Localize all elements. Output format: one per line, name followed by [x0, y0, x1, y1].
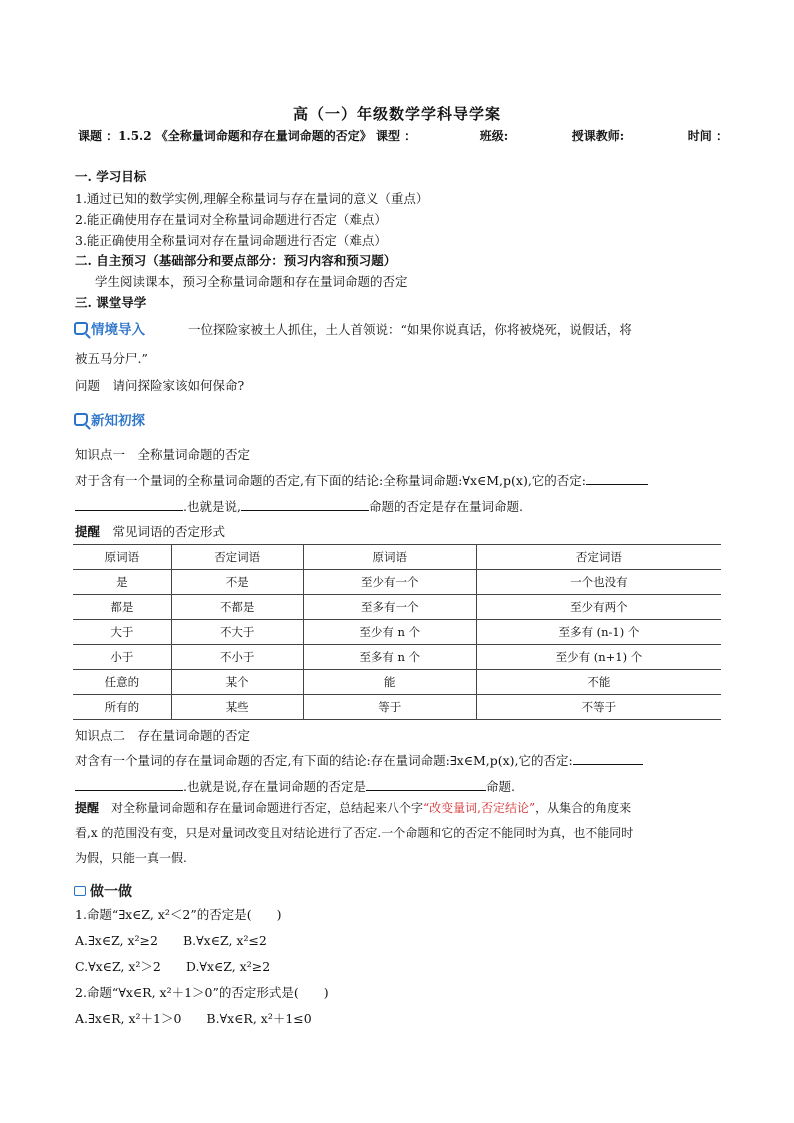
table-row	[73, 695, 721, 720]
meta-class: 班级:	[479, 129, 509, 143]
practice-badge: 做一做	[74, 881, 132, 901]
table-header-cell: 原词语	[303, 545, 476, 570]
table-cell: 不能	[476, 670, 721, 695]
table-cell: 不小于	[171, 645, 303, 670]
tip2: 提醒 对全称量词命题和存在量词命题进行否定，总结起来八个字“改变量词,否定结论”，从集合的角度来 看,x 的范围没有变，只是对量词改变且对结论进行了否定.一个命题和它的否定不能同时为真，也不能同时 为假，只能一真一假.	[75, 801, 634, 865]
table-row	[73, 620, 721, 645]
lesson-meta	[78, 127, 728, 144]
table-cell: 不大于	[171, 620, 303, 645]
table-cell: 能	[303, 670, 476, 695]
table-cell: 至多有 n 个	[303, 645, 476, 670]
table-row	[73, 670, 721, 695]
table-header-cell: 否定词语	[476, 545, 721, 570]
table-cell: 任意的	[73, 670, 171, 695]
table-row	[73, 570, 721, 595]
kp2-title: 知识点二 存在量词命题的否定	[75, 728, 251, 743]
table-cell: 不等于	[476, 695, 721, 720]
table-cell: 是	[73, 570, 171, 595]
objective-3: 3.能正确使用全称量词对存在量词命题进行否定（难点）	[75, 233, 387, 248]
table-cell: 一个也没有	[476, 570, 721, 595]
meta-topic: 课题 ：1.5.2 《全称量词命题和存在量词命题的否定》 课型 ：	[78, 129, 417, 143]
practice-q1-options-ab: A.∃x∈Z, x²≥2 B.∀x∈Z, x²≤2	[75, 933, 267, 948]
practice-q1-options-cd: C.∀x∈Z, x²＞2 D.∀x∈Z, x²≥2	[75, 959, 271, 974]
practice-q1: 1.命题“∃x∈Z, x²＜2”的否定是( )	[75, 907, 282, 922]
table-row	[73, 645, 721, 670]
table-cell: 至少有 (n+1) 个	[476, 645, 721, 670]
table-cell: 所有的	[73, 695, 171, 720]
preview-text: 学生阅读课本，预习全称量词命题和存在量词命题的否定	[95, 274, 408, 289]
table-cell: 小于	[73, 645, 171, 670]
table-cell: 不是	[171, 570, 303, 595]
objective-1: 1.通过已知的数学实例,理解全称量词与存在量词的意义（重点）	[75, 191, 429, 206]
kp2-line2: .也就是说,存在量词命题的否定是 命题.	[75, 777, 722, 795]
section-objectives-heading: 一. 学习目标	[75, 169, 147, 184]
page-title: 高（一）年级数学学科导学案	[292, 105, 501, 123]
scenario-badge: 情境导入	[74, 318, 145, 338]
negation-table	[73, 544, 721, 720]
book-icon	[74, 322, 88, 335]
table-cell: 至少有 n 个	[303, 620, 476, 645]
table-cell: 大于	[73, 620, 171, 645]
scenario-question: 问题 请问探险家该如何保命?	[75, 378, 245, 393]
explore-badge: 新知初探	[74, 409, 145, 429]
section-preview-heading: 二. 自主预习（基础部分和要点部分：预习内容和预习题）	[75, 253, 397, 268]
chat-icon	[74, 886, 86, 896]
table-cell: 某些	[171, 695, 303, 720]
tip1: 提醒 常见词语的否定形式	[75, 524, 226, 539]
table-cell: 至少有两个	[476, 595, 721, 620]
kp1-title: 知识点一 全称量词命题的否定	[75, 447, 251, 462]
practice-q2: 2.命题“∀x∈R, x²＋1＞0”的否定形式是( )	[75, 985, 329, 1000]
table-cell: 某个	[171, 670, 303, 695]
scenario-text-2: 被五马分尸.”	[75, 351, 148, 366]
table-cell: 至少有一个	[303, 570, 476, 595]
section-guide-heading: 三. 课堂导学	[75, 295, 147, 310]
table-cell: 至多有 (n-1) 个	[476, 620, 721, 645]
answer-blank[interactable]	[241, 498, 369, 511]
table-cell: 不都是	[171, 595, 303, 620]
magnifier-icon	[74, 413, 88, 426]
table-cell: 至多有一个	[303, 595, 476, 620]
answer-blank[interactable]	[586, 472, 648, 485]
kp1-line1: 对于含有一个量词的全称量词命题的否定,有下面的结论:全称量词命题:∀x∈M,p(x),它的否定:	[75, 471, 722, 489]
answer-blank[interactable]	[573, 752, 643, 765]
answer-blank[interactable]	[366, 778, 486, 791]
scenario-text-1: 一位探险家被土人抓住，土人首领说：“如果你说真话，你将被烧死，说假话，将	[188, 322, 632, 337]
table-header-cell: 原词语	[73, 545, 171, 570]
answer-blank[interactable]	[75, 778, 183, 791]
practice-q2-options-ab: A.∃x∈R, x²＋1＞0 B.∀x∈R, x²＋1≤0	[75, 1011, 312, 1026]
meta-teacher: 授课教师:	[571, 129, 625, 143]
table-cell: 等于	[303, 695, 476, 720]
kp1-line2: .也就是说, 命题的否定是存在量词命题.	[75, 497, 722, 515]
table-cell: 都是	[73, 595, 171, 620]
table-header-row	[73, 545, 721, 570]
table-header-cell: 否定词语	[171, 545, 303, 570]
table-row	[73, 595, 721, 620]
answer-blank[interactable]	[75, 498, 183, 511]
meta-time: 时间 ：	[687, 129, 728, 143]
objective-2: 2.能正确使用存在量词对全称量词命题进行否定（难点）	[75, 212, 387, 227]
kp2-line1: 对含有一个量词的存在量词命题的否定,有下面的结论:存在量词命题:∃x∈M,p(x),它的否定:	[75, 751, 722, 769]
